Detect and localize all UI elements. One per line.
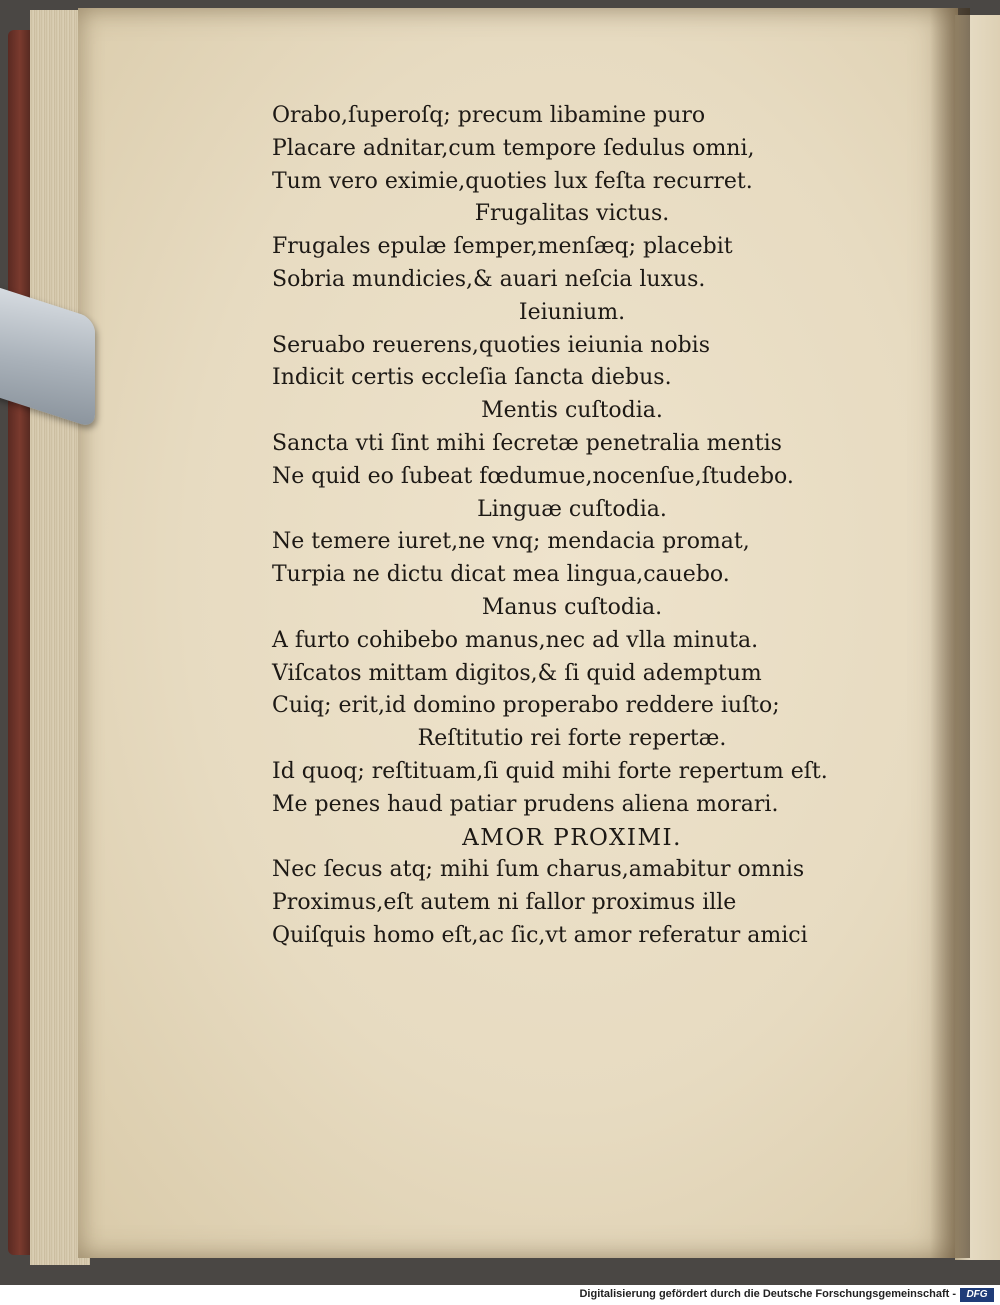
verse-line: Ne quid eo ſubeat fœdumue,nocenſue,ſtudebo. — [272, 463, 794, 489]
dfg-logo: DFG — [960, 1288, 994, 1302]
section-heading: Frugalitas victus. — [474, 201, 670, 227]
verse-line: Indicit certis eccleſia ſancta diebus. — [272, 365, 672, 391]
verse-line: Orabo,ſuperoſq; precum libamine puro — [272, 103, 706, 128]
verse-line: Turpia ne dictu dicat mea lingua,cauebo. — [272, 562, 730, 588]
verse-line: Me penes haud patiar prudens aliena morari. — [272, 791, 779, 817]
verse-line: Sobria mundicies,& auari neſcia luxus. — [272, 266, 706, 292]
verse-line: Tum vero eximie,quoties lux feſta recurret. — [272, 168, 753, 194]
verse-line: Id quoq; reſtituam,ſi quid mihi forte repertum eſt. — [272, 758, 828, 784]
verse-line: Viſcatos mittam digitos,& ſi quid ademptum — [272, 660, 762, 686]
verse-line: Quiſquis homo eſt,ac ſic,vt amor referatur amici — [272, 922, 808, 948]
verse-line: Ne temere iuret,ne vnq; mendacia promat, — [272, 529, 750, 555]
verse-line: A furto cohibebo manus,nec ad vlla minuta. — [272, 627, 759, 653]
section-heading: Manus cuſtodia. — [481, 594, 663, 620]
verse-line: Placare adnitar,cum tempore ſedulus omni, — [272, 135, 755, 161]
verse-line: Sancta vti ſint mihi ſecretæ penetralia mentis — [272, 430, 782, 456]
section-heading: Mentis cuſtodia. — [481, 398, 663, 424]
page-text-block — [272, 100, 872, 953]
verse-line: Seruabo reuerens,quoties ieiunia nobis — [272, 332, 711, 358]
verse-line: Nec ſecus atq; mihi ſum charus,amabitur omnis — [272, 857, 805, 883]
verse-line: Proximus,eſt autem ni fallor proximus ille — [272, 890, 737, 916]
section-heading: Linguæ cuſtodia. — [477, 496, 667, 522]
section-heading: Ieiunium. — [518, 299, 626, 325]
verse-line: Frugales epulæ ſemper,menſæq; placebit — [272, 234, 733, 260]
section-heading: AMOR PROXIMI. — [462, 824, 682, 851]
verse-line: Cuiq; erit,id domino properabo reddere iuſto; — [272, 693, 780, 719]
section-heading: Reſtitutio rei forte repertæ. — [417, 726, 727, 752]
footer-bar — [0, 1285, 1000, 1305]
footer-credit: Digitalisierung gefördert durch die Deutsche Forschungsgemeinschaft - — [579, 1288, 956, 1300]
